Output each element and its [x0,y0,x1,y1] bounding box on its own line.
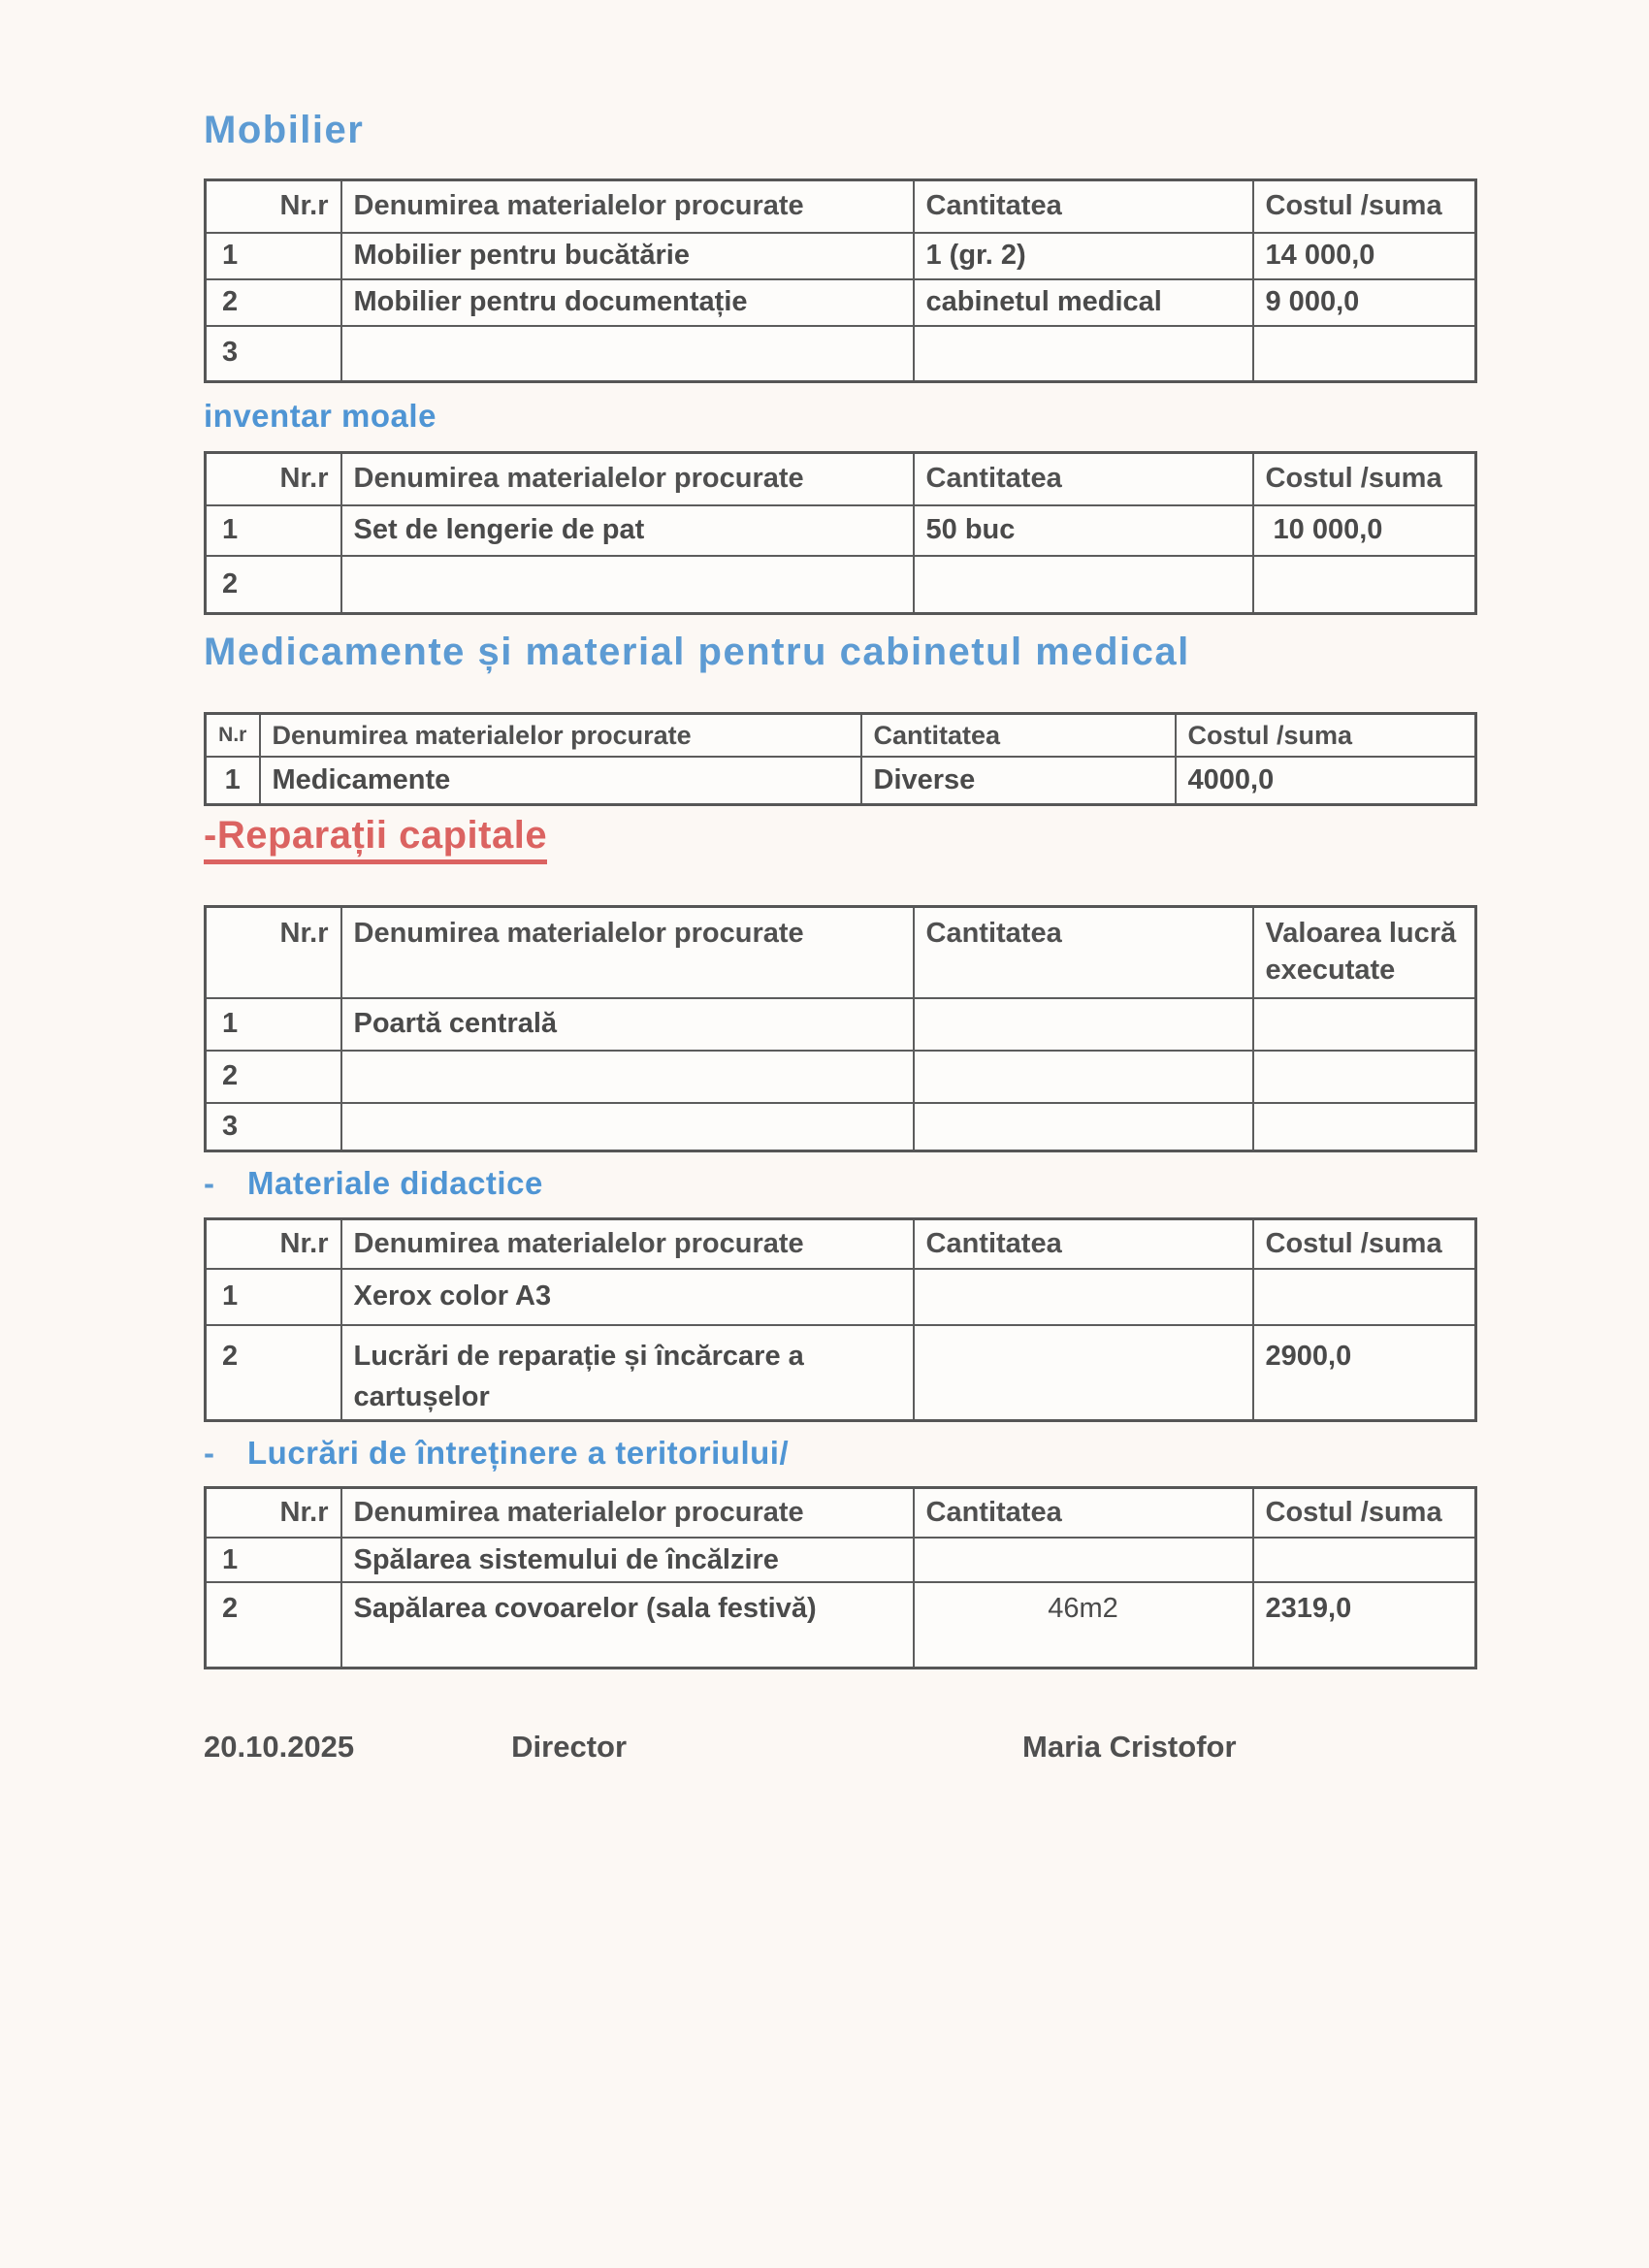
table-cell [914,1269,1253,1325]
header-row [206,714,1476,757]
column-header: Cantitatea [914,1487,1253,1538]
table-row [206,1325,1476,1420]
table-cell: Xerox color A3 [341,1269,914,1325]
heading-text: Medicamente și material pentru cabinetul medical [204,631,1190,674]
column-header: Costul /suma [1176,714,1476,757]
table-cell: Lucrări de reparație și încărcare a cartușelor [341,1325,914,1420]
table-row [206,279,1476,326]
section-heading-inventar [204,399,1649,434]
table-mobilier [204,178,1477,383]
column-header: Nr.r [206,1487,341,1538]
table-row [206,1538,1476,1582]
table-cell [1253,1103,1476,1151]
table-cell [1253,998,1476,1051]
table-row [206,556,1476,614]
row-number-cell: 2 [206,1051,341,1103]
row-number-cell: 1 [206,1538,341,1582]
row-number-cell: 3 [206,1103,341,1151]
header-row [206,1487,1476,1538]
signature-row [204,1730,1649,1765]
table-row [206,233,1476,279]
column-header: Nr.r [206,180,341,233]
column-header: Valoarea lucră executate [1253,907,1476,998]
section-heading-mobilier [204,109,1649,151]
heading-text: -Reparații capitale [204,814,547,864]
table-cell [1253,1051,1476,1103]
table-cell [914,1051,1253,1103]
row-number-cell: 1 [206,757,260,805]
column-header: Cantitatea [914,453,1253,505]
column-header: Denumirea materialelor procurate [341,907,914,998]
header-row [206,453,1476,505]
table-cell: 9 000,0 [1253,279,1476,326]
row-number-cell: 1 [206,233,341,279]
column-header: Nr.r [206,453,341,505]
column-header: Nr.r [206,1218,341,1269]
heading-dash: - [204,1434,214,1471]
table-cell [1253,326,1476,382]
column-header: Nr.r [206,907,341,998]
table-cell: Medicamente [260,757,861,805]
row-number-cell: 2 [206,556,341,614]
header-row [206,1218,1476,1269]
column-header: Denumirea materialelor procurate [341,1487,914,1538]
table-cell: 2319,0 [1253,1582,1476,1668]
table-cell [1253,1269,1476,1325]
table-cell [1253,1538,1476,1582]
table-cell: 4000,0 [1176,757,1476,805]
table-cell [341,556,914,614]
column-header: Denumirea materialelor procurate [341,1218,914,1269]
sections-container [204,109,1649,1669]
table-cell [341,1051,914,1103]
column-header: N.r [206,714,260,757]
table-didactice [204,1217,1477,1422]
table-cell [914,998,1253,1051]
table-cell: 10 000,0 [1253,505,1476,556]
table-cell [914,1325,1253,1420]
table-row [206,1103,1476,1151]
column-header: Cantitatea [914,907,1253,998]
column-header: Costul /suma [1253,1218,1476,1269]
signature-role: Director [511,1729,628,1764]
table-cell [914,556,1253,614]
header-row [206,180,1476,233]
table-teritoriu [204,1486,1477,1669]
table-cell: Spălarea sistemului de încălzire [341,1538,914,1582]
column-header: Cantitatea [914,180,1253,233]
table-cell: Mobilier pentru bucătărie [341,233,914,279]
table-cell: Set de lengerie de pat [341,505,914,556]
table-cell: Diverse [861,757,1176,805]
table-cell [341,1103,914,1151]
row-number-cell: 1 [206,1269,341,1325]
column-header: Denumirea materialelor procurate [260,714,861,757]
section-heading-didactice [204,1166,1649,1201]
column-header: Cantitatea [861,714,1176,757]
column-header: Costul /suma [1253,1487,1476,1538]
signature-name: Maria Cristofor [1022,1729,1237,1764]
row-number-cell: 1 [206,505,341,556]
heading-text: Mobilier [204,109,365,151]
table-cell [914,1103,1253,1151]
row-number-cell: 1 [206,998,341,1051]
row-number-cell: 2 [206,1325,341,1420]
heading-text: Materiale didactice [247,1165,543,1202]
column-header: Cantitatea [914,1218,1253,1269]
column-header: Costul /suma [1253,180,1476,233]
table-row [206,326,1476,382]
column-header: Denumirea materialelor procurate [341,453,914,505]
table-row [206,505,1476,556]
table-row [206,757,1476,805]
table-cell: Mobilier pentru documentație [341,279,914,326]
table-cell: 2900,0 [1253,1325,1476,1420]
document-date: 20.10.2025 [204,1729,355,1764]
table-inventar [204,451,1477,615]
table-cell: Sapălarea covoarelor (sala festivă) [341,1582,914,1668]
table-cell: 14 000,0 [1253,233,1476,279]
table-cell: cabinetul medical [914,279,1253,326]
column-header: Costul /suma [1253,453,1476,505]
table-row [206,1269,1476,1325]
header-row [206,907,1476,998]
heading-text: Lucrări de întreținere a teritoriului/ [247,1434,790,1471]
table-row [206,998,1476,1051]
table-row [206,1051,1476,1103]
table-medicamente [204,712,1477,806]
row-number-cell: 2 [206,279,341,326]
table-cell [1253,556,1476,614]
row-number-cell: 2 [206,1582,341,1668]
table-cell [341,326,914,382]
section-heading-teritoriu [204,1436,1649,1471]
heading-text: inventar moale [204,398,436,434]
table-row [206,1582,1476,1668]
table-cell [914,326,1253,382]
table-reparatii [204,905,1477,1152]
table-cell: 1 (gr. 2) [914,233,1253,279]
table-cell: 50 buc [914,505,1253,556]
table-cell [914,1538,1253,1582]
section-heading-medicamente [204,631,1649,673]
table-cell: Poartă centrală [341,998,914,1051]
row-number-cell: 3 [206,326,341,382]
heading-dash: - [204,1165,214,1202]
table-cell: 46m2 [914,1582,1253,1668]
section-heading-reparatii [204,814,1649,864]
column-header: Denumirea materialelor procurate [341,180,914,233]
